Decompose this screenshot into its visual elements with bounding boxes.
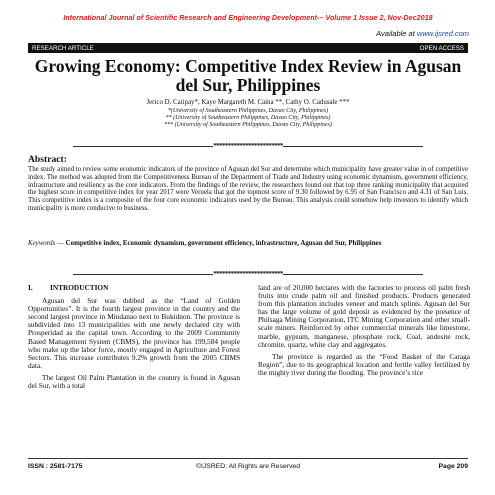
author-block (28, 99, 468, 130)
section-number: I. (28, 283, 33, 292)
paper-title: Growing Economy: Competitive Index Review in Agusan del Sur, Philippines (34, 56, 462, 95)
keywords (28, 240, 468, 248)
abstract-heading: Abstract: (28, 154, 67, 165)
section-title: INTRODUCTION (50, 283, 109, 292)
separator-rule (283, 146, 423, 147)
footer-rule (28, 458, 468, 459)
separator-top (28, 142, 468, 150)
affiliation-1: *(University of Southeastern Philippines, Davao City, Philippines) (167, 107, 329, 114)
right-column (258, 284, 470, 381)
separator-rule (283, 274, 423, 275)
body-paragraph: Agusan del Sur was dubbed as the “Land of Golden Opportunities”. It is the fourth largest province in the country and the second largest province in Mindanao next to Bukidnon. The province is subdivided into 13 municipalities with one newly declared city with Prosperidad as the capital town. According to the 2009 Community Based Management System (CBMS), the province has 199,584 people who make up the labor force, mostly engaged in Agriculture and Forest Sectors. This increase contributes 9.2% growth from the 2005 CBMS data. (28, 296, 240, 370)
article-type: RESEARCH ARTICLE (32, 44, 94, 52)
affiliation-2: ** (University of Southeastern Philippines, Davao City, Philippines) (165, 114, 331, 121)
copyright: ©IJSRED: All Rights are Reserved (196, 463, 300, 470)
affiliation-3: *** (University of Southeastern Philippines, Davao City, Philippines) (164, 122, 332, 129)
page-footer (28, 463, 468, 473)
access-type: OPEN ACCESS (419, 44, 464, 52)
body-paragraph: The province is regarded as the “Food Basket of the Caraga Region”, due to its geographical location and fertile valley fertilized by the mighty river during the flooding. The province’s rice (258, 351, 470, 377)
article-type-bar (28, 43, 468, 53)
author-names: Jerico D. Catipay*, Kaye Margareth M. Caina **, Cathy O. Cadusale *** (146, 99, 350, 106)
abstract-text: The study aimed to review some economic indicators of the province of Agusan del Sur and determine which municipality have greater value in of competitive index. The method was adopted from the Competitiveness Bureau of the Department of Trade and Industry using economic dynamism, government efficiency, infrastructure and resiliency as the core indicators. From the findings of the review, the researchers found out that top three ranking municipality that acquired the highest score in competitive index for year 2017 were Veruela that got the topmost score of 9.30 followed by 6.95 of San Francisco and 4.31 of San Luis. This competitive index is a composite of the four core economic indicators used by the Bureau. This analysis could somehow help investors to identify which municipality is more conducive to business. (28, 166, 468, 212)
available-prefix: Available at (376, 29, 417, 38)
separator-stars: ************************ (213, 270, 283, 278)
journal-website-link[interactable]: www.ijsred.com (416, 29, 469, 38)
body-paragraph: The largest Oil Palm Plantation in the country is found in Agusan del Sur, with a total (28, 372, 240, 391)
keywords-dash: — (55, 240, 66, 247)
issn: ISSN : 2581-7175 (28, 463, 83, 470)
separator-stars: ************************ (213, 142, 283, 150)
keywords-label: Keywords (28, 240, 56, 247)
page-number: Page 209 (438, 463, 468, 470)
separator-bottom (28, 270, 468, 278)
left-column (28, 284, 240, 394)
journal-header: International Journal of Scientific Research and Engineering Development-– Volume 1 Issue 2, Nov-Dec2018 (63, 13, 433, 22)
body-paragraph: land are of 20,000 hectares with the factories to process oil palm fresh fruits into crude palm oil and finished products. Products generated from this plantation includes veneer and match splints. Agusan del Sur has the large volume of gold deposit as evidenced by the presence of Philsaga Mining Corporation, ITC Mining Corporation and other small-scale miners. Reinforced by other commercial minerals like limestone, marble, gypsum, manganese, phosphate rock, Coal, andesite rock, chromite, quartz, white clay and aggregates. (258, 283, 470, 349)
available-at (376, 29, 469, 38)
separator-rule (73, 146, 213, 147)
section-heading (28, 284, 240, 292)
separator-rule (73, 274, 213, 275)
keywords-text: Competitive index, Economic dynamism, government efficiency, infrastructure, Agusan del Sur, Philippines (65, 240, 382, 247)
